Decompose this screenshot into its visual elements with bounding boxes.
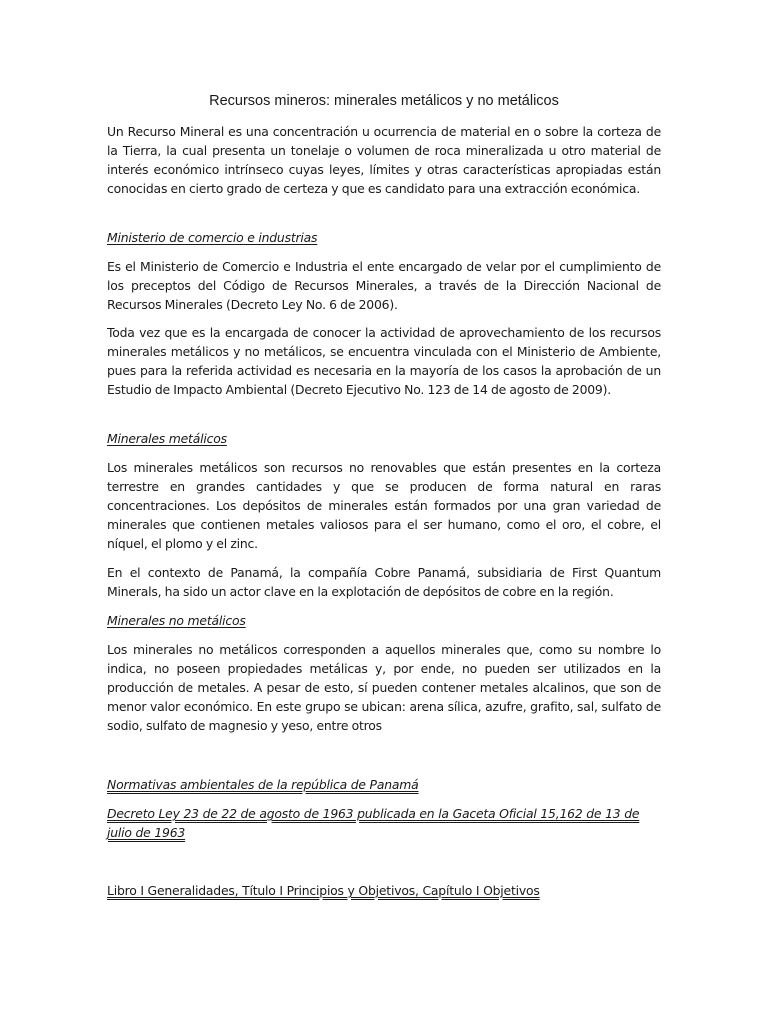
section-heading-ministerio: Ministerio de comercio e industrias bbox=[107, 230, 318, 245]
ministerio-paragraph-1: Es el Ministerio de Comercio e Industria el ente encargado de velar por el cumplimiento de los preceptos del Código de Recursos Minerales, a través de la Dirección Nacional de Recursos Minerales (Decreto Ley No. 6 de 2006). bbox=[107, 259, 661, 312]
normativas-heading: Normativas ambientales de la república de Panamá bbox=[107, 777, 419, 792]
section-heading-no-metalicos: Minerales no metálicos bbox=[107, 613, 246, 628]
intro-paragraph: Un Recurso Mineral es una concentración u ocurrencia de material en o sobre la corteza de la Tierra, la cual presenta un tonelaje o volumen de roca mineralizada u otro material de interés económico intrínseco cuyas leyes, límites y otras características apropiadas están conocidas en cierto grado de certeza y que es candidato para una extracción económica. bbox=[107, 124, 661, 196]
no-metalicos-paragraph-1: Los minerales no metálicos corresponden a aquellos minerales que, como su nombre lo indica, no poseen propiedades metálicas y, por ende, no pueden ser utilizados en la producción de metales. A pesar de esto, sí pueden contener metales alcalinos, que son de menor valor económico. En este grupo se ubican: arena sílica, azufre, grafito, sal, sulfato de sodio, sulfato de magnesio y yeso, entre otros bbox=[107, 642, 661, 733]
section-heading-metalicos: Minerales metálicos bbox=[107, 431, 227, 446]
ministerio-paragraph-2: Toda vez que es la encargada de conocer la actividad de aprovechamiento de los recursos minerales metálicos y no metálicos, se encuentra vinculada con el Ministerio de Ambiente, pues para la referida actividad es necesaria en la mayoría de los casos la aprobación de un Estudio de Impacto Ambiental (Decreto Ejecutivo No. 123 de 14 de agosto de 2009). bbox=[107, 325, 661, 397]
decreto-heading: Decreto Ley 23 de 22 de agosto de 1963 publicada en la Gaceta Oficial 15,162 de 13 de julio de 1963 bbox=[107, 806, 640, 840]
metalicos-paragraph-1: Los minerales metálicos son recursos no renovables que están presentes en la corteza terrestre en grandes cantidades y que se producen de forma natural en raras concentraciones. Los depósitos de minerales están formados por una gran variedad de minerales que contienen metales valiosos para el ser humano, como el oro, el cobre, el níquel, el plomo y el zinc. bbox=[107, 460, 661, 551]
metalicos-paragraph-2: En el contexto de Panamá, la compañía Cobre Panamá, subsidiaria de First Quantum Minerals, ha sido un actor clave en la explotación de depósitos de cobre en la región. bbox=[107, 565, 661, 599]
document-title: Recursos mineros: minerales metálicos y no metálicos bbox=[209, 93, 559, 109]
libro-heading: Libro I Generalidades, Título I Principios y Objetivos, Capítulo I Objetivos bbox=[107, 883, 540, 898]
